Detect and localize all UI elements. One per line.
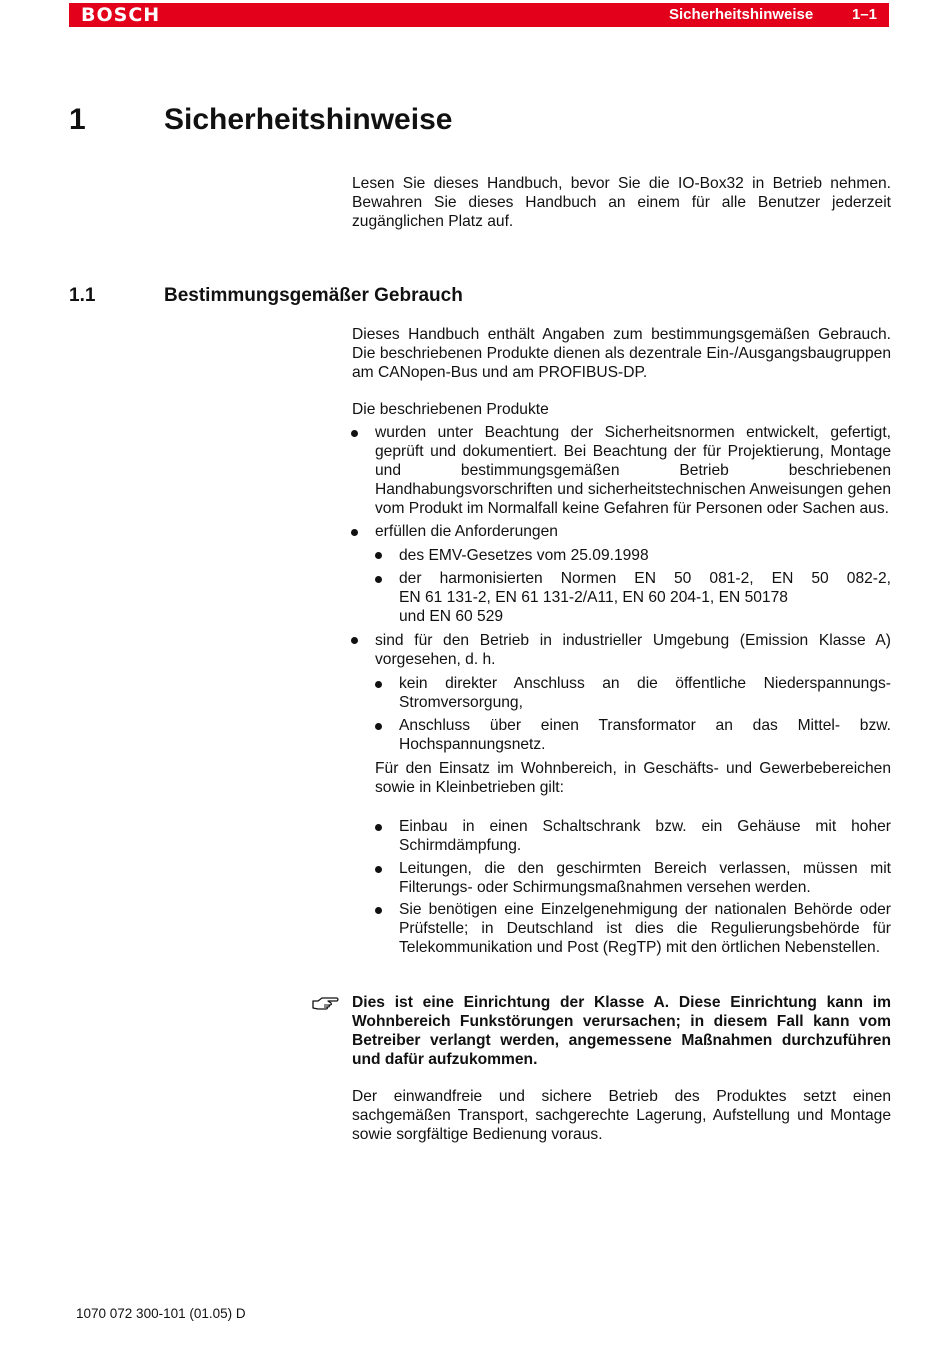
products-lead: Die beschriebenen Produkte xyxy=(352,401,549,418)
sub-bullet-dot xyxy=(375,723,382,730)
document-number: 1070 072 300-101 (01.05) D xyxy=(76,1306,246,1321)
sub-bullet-dot xyxy=(375,552,382,559)
bullet-dot xyxy=(351,637,358,644)
page-number: 1–1 xyxy=(851,6,877,23)
norms-line: EN 61 131-2, EN 61 131-2/A11, EN 60 204-1, EN 50178 xyxy=(399,589,788,606)
sub-bullet-item: Einbau in einen Schaltschrank bzw. ein Gehäuse mit hoher Schirmdämpfung. xyxy=(399,818,891,854)
chapter-title: Sicherheitshinweise xyxy=(164,103,453,136)
sub-bullet-dot xyxy=(375,576,382,583)
bullet-item: erfüllen die Anforderungen xyxy=(375,523,558,540)
bullet-dot xyxy=(351,529,358,536)
norms-line: der harmonisierten Normen EN 50 081-2, EN 50 082-2, xyxy=(399,570,891,587)
bosch-logo: BOSCH xyxy=(81,4,161,26)
sub-bullet-item xyxy=(399,569,891,626)
header-title: Sicherheitshinweise xyxy=(669,6,814,23)
sub-bullet-item: Sie benötigen eine Einzelgenehmigung der nationalen Behörde oder Prüfstelle; in Deutschland ist dies die Regulierungsbehörde für Telekommunikation und Post (RegTP) mit den örtlichen Nebenstellen. xyxy=(399,901,891,956)
section-number: 1.1 xyxy=(69,285,96,306)
residential-intro: Für den Einsatz im Wohnbereich, in Geschäfts- und Gewerbebereichen sowie in Kleinbetrieben gilt: xyxy=(375,760,891,796)
sub-bullet-item: Leitungen, die den geschirmten Bereich verlassen, müssen mit Filterungs- oder Schirmungsmaßnahmen versehen werden. xyxy=(399,860,891,896)
usage-paragraph: Dieses Handbuch enthält Angaben zum bestimmungsgemäßen Gebrauch. Die beschriebenen Produkte dienen als dezentrale Ein-/Ausgangsbaugruppen am CANopen-Bus und am PROFIBUS-DP. xyxy=(352,326,891,381)
class-a-notice: Dies ist eine Einrichtung der Klasse A. Diese Einrichtung kann im Wohnbereich Funkstörungen verursachen; in diesem Fall kann vom Betreiber verlangt werden, angemessene Maßnahmen durchzuführen und dafür aufzukommen. xyxy=(352,994,891,1068)
sub-bullet-dot xyxy=(375,681,382,688)
intro-paragraph: Lesen Sie dieses Handbuch, bevor Sie die IO-Box32 in Betrieb nehmen. Bewahren Sie dieses Handbuch an einem für alle Benutzer jederzeit zugänglichen Platz auf. xyxy=(352,175,891,230)
sub-bullet-dot xyxy=(375,824,382,831)
sub-bullet-dot xyxy=(375,907,382,914)
bullet-dot xyxy=(351,430,358,437)
chapter-number: 1 xyxy=(69,103,86,136)
closing-paragraph: Der einwandfreie und sichere Betrieb des Produktes setzt einen sachgemäßen Transport, sachgerechte Lagerung, Aufstellung und Montage sowie sorgfältige Bedienung voraus. xyxy=(352,1088,891,1143)
section-title: Bestimmungsgemäßer Gebrauch xyxy=(164,285,463,306)
bullet-item: sind für den Betrieb in industrieller Umgebung (Emission Klasse A) vorgesehen, d. h. xyxy=(375,632,891,668)
sub-bullet-item: kein direkter Anschluss an die öffentliche Niederspannungs-Stromversorgung, xyxy=(399,675,891,711)
sub-bullet-item: des EMV-Gesetzes vom 25.09.1998 xyxy=(399,547,649,564)
pointing-hand-icon xyxy=(312,995,340,1011)
sub-bullet-item: Anschluss über einen Transformator an das Mittel- bzw. Hochspannungsnetz. xyxy=(399,717,891,753)
header-bar xyxy=(69,3,889,27)
bullet-item: wurden unter Beachtung der Sicherheitsnormen entwickelt, gefertigt, geprüft und dokumentiert. Bei Beachtung der für Projektierung, Montage und bestimmungsgemäßen Betrieb beschriebenen Handhabungsvorschriften und sicherheitstechnischen Anweisungen gehen vom Produkt im Normalfall keine Gefahren für Personen oder Sachen aus. xyxy=(375,424,891,517)
norms-line: und EN 60 529 xyxy=(399,608,504,625)
sub-bullet-dot xyxy=(375,866,382,873)
